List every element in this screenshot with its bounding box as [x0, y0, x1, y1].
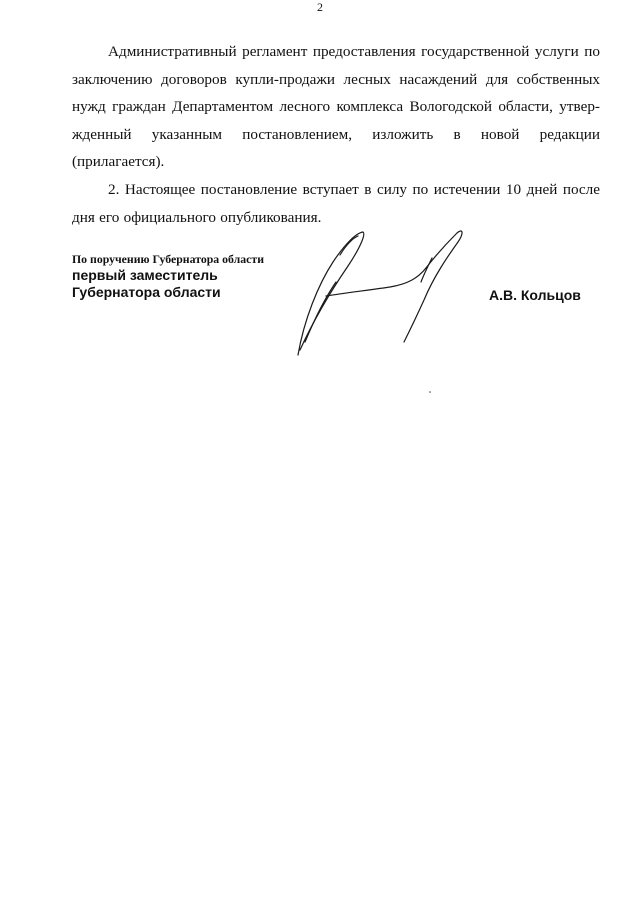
- signatory-position: первый заместитель: [72, 267, 218, 283]
- page-number: 2: [317, 0, 323, 14]
- paragraph-effective-date: 2. Настоящее постановление вступает в силу по истечении 10 дней после дня его официального опубликования.: [72, 180, 600, 226]
- paragraph-regulation: Административный регламент предоставления государственной услуги по заключению договоров купли-продажи лесных насаждений для собственных нужд граждан Департаментом лесного комплекса Вологодской области, утвер-жденный указанным постановлением, изложить в новой редакции (прилагается).: [72, 43, 600, 171]
- document-body: [72, 38, 600, 231]
- signatory-position-cont: Губернатора области: [72, 284, 221, 300]
- signatory-authority: По поручению Губернатора области: [72, 252, 264, 266]
- signatory-block: [72, 251, 264, 301]
- signatory-name: А.В. Кольцов: [489, 287, 581, 303]
